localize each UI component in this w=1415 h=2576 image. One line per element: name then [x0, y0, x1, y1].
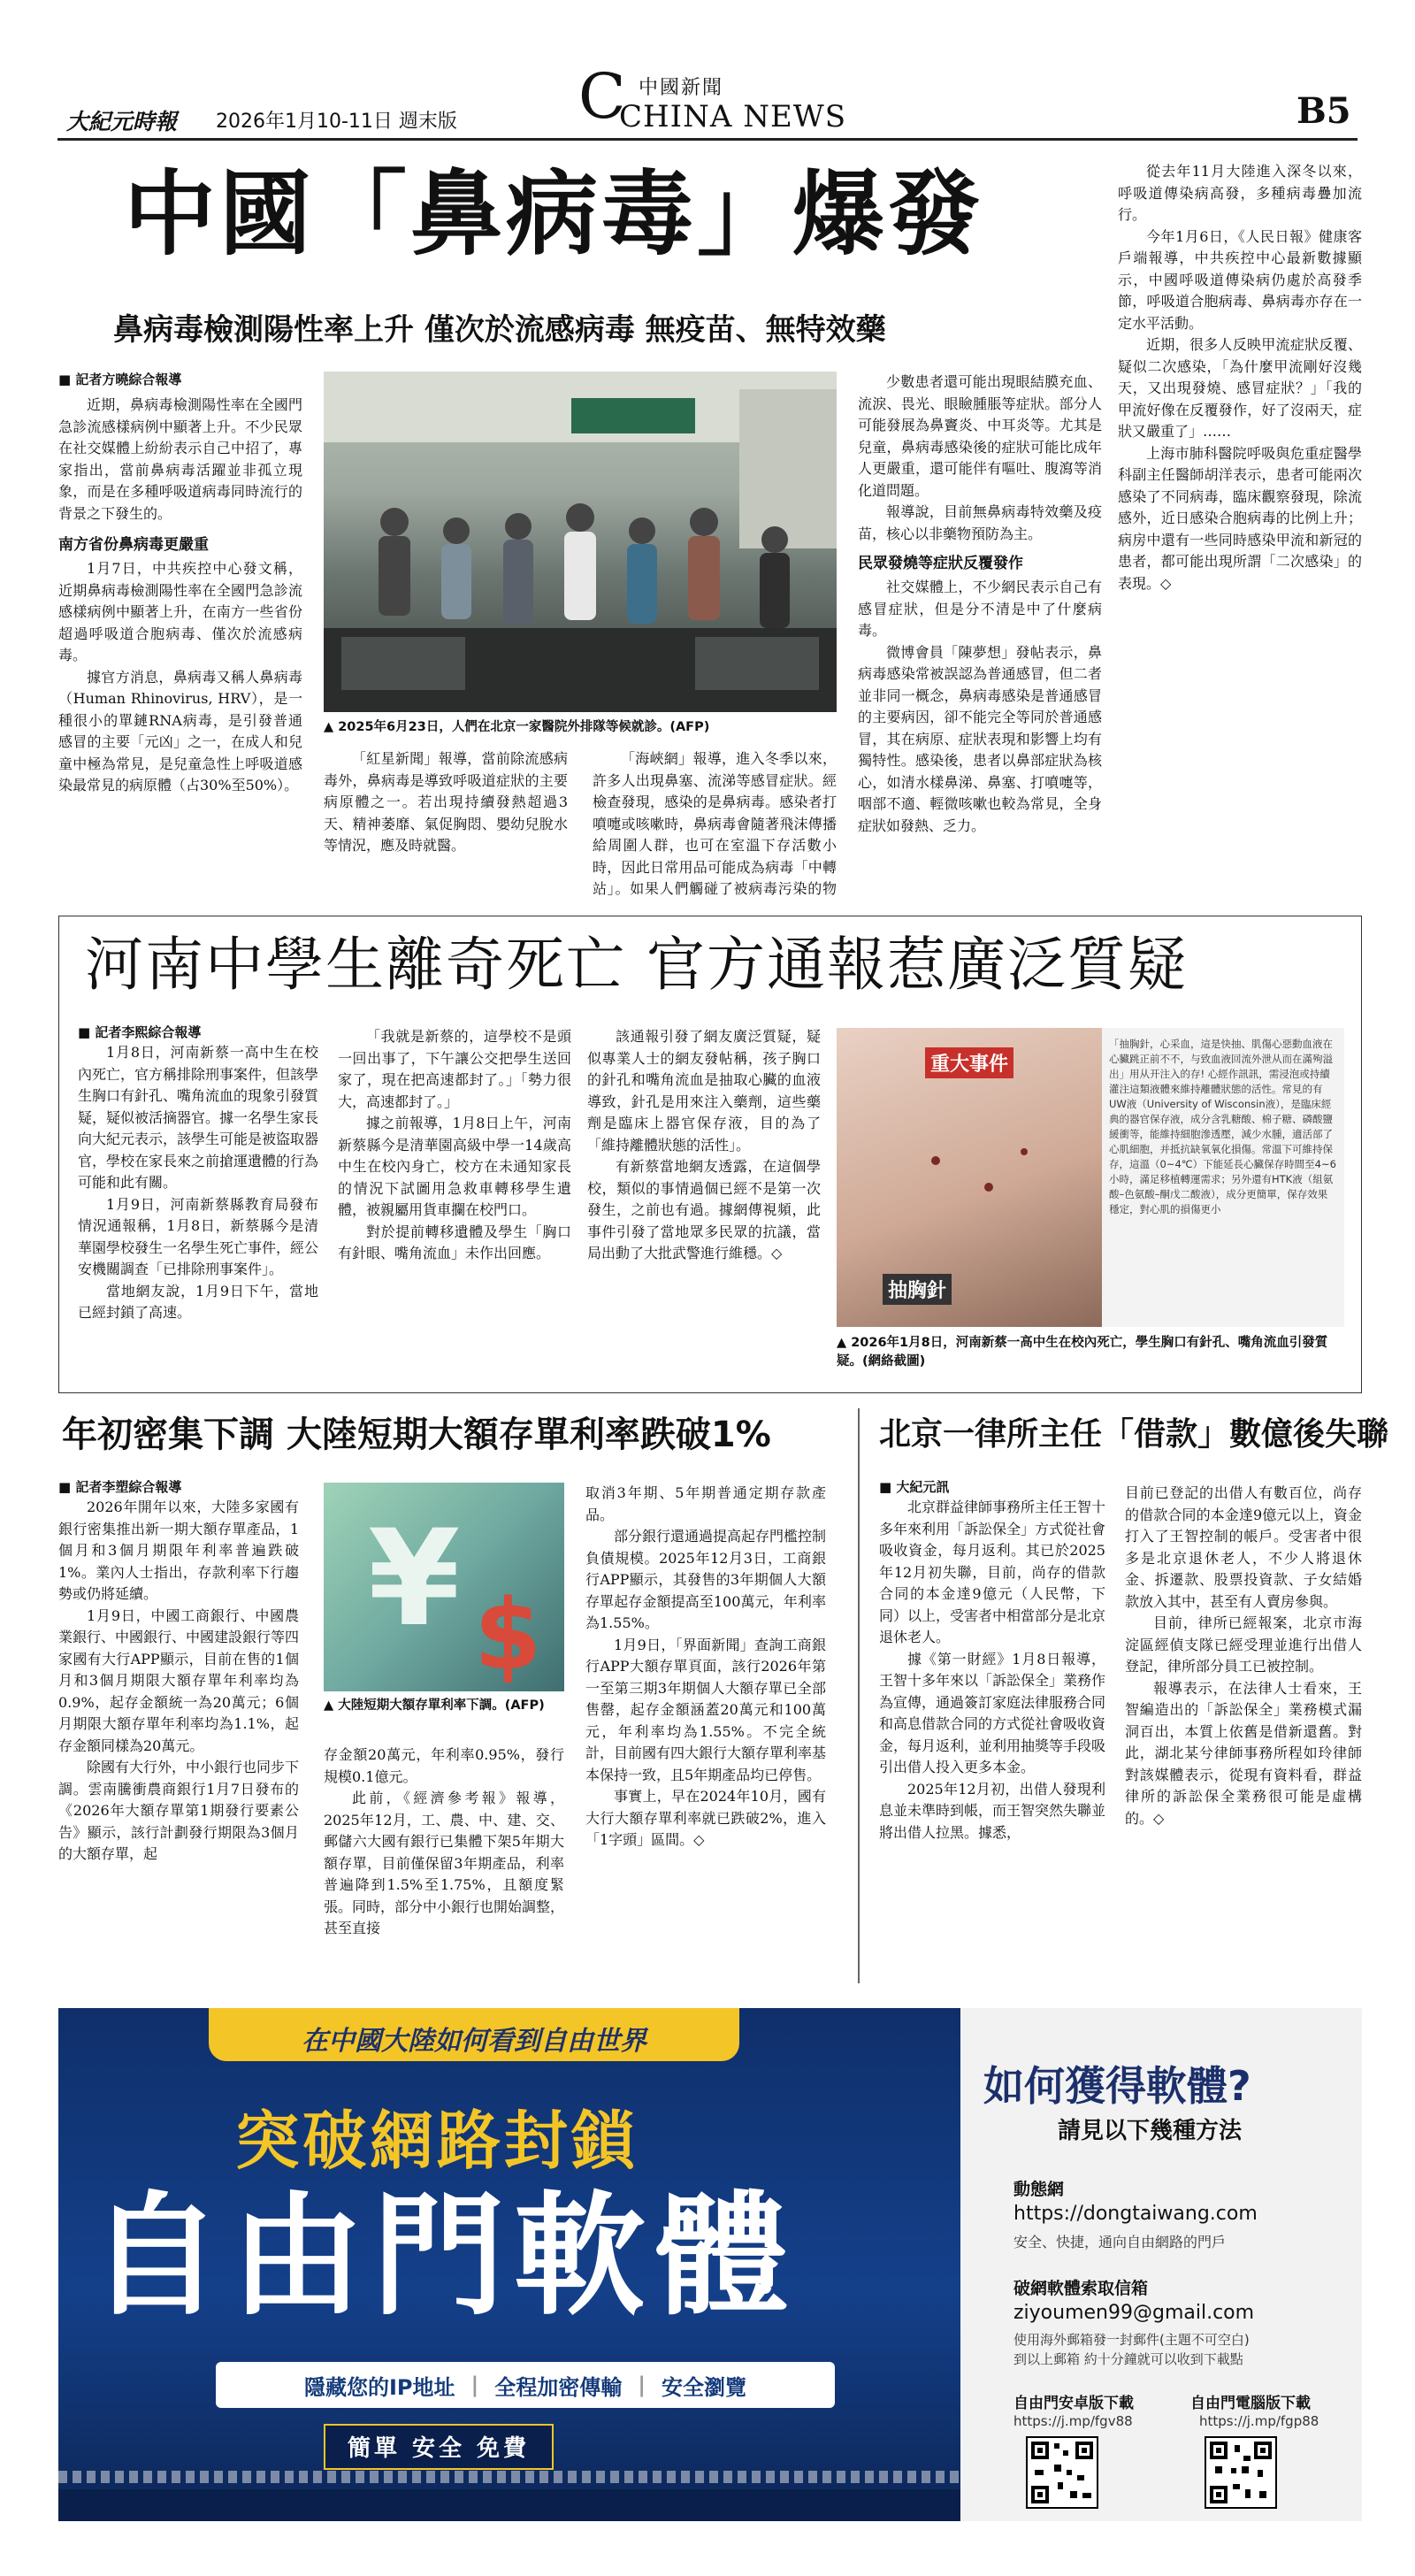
story1-byline: ■ 記者方曉綜合報導 [58, 372, 182, 387]
story1-para: 報導說，目前無鼻病毒特效藥及疫苗，核心以非藥物預防為主。 [858, 503, 1102, 542]
story2-para: 1月9日，河南新蔡縣教育局發布情況通報稱，1月8日，新蔡縣今是清華園學校發生一名學生死亡事件，經公安機關調查「已排除刑事案件」。 [78, 1195, 318, 1277]
ad-title-freegate: 自由門軟體 [89, 2180, 798, 2334]
qr-pattern-icon [1028, 2438, 1097, 2507]
story2-caption: ▲ 2026年1月8日，河南新蔡一高中生在校內死亡，學生胸口有針孔、嘴角流血引發質疑。(網絡截圖) [837, 1336, 1328, 1368]
svg-text:$: $ [474, 1578, 542, 1691]
story4-para: 目前已登記的出借人有數百位，尚存的借款合同的本金達9億元以上，資金打入了王智控制的帳戶。受害者中很多是北京退休老人，不少人將退休金、拆遷款、股票投資款、子女結婚款放入其中，甚至有人賣房參與。 [1125, 1484, 1362, 1610]
ad-tagline: 簡單 安全 免費 [324, 2424, 554, 2470]
story4-headline: 北京一律所主任「借款」數億後失聯 [879, 1416, 1389, 1453]
story3-para: 1月9日，中國工商銀行、中國農業銀行、中國銀行、中國建設銀行等四家國有大行APP顯示，目前在售的1個月和3個月期限大額存單年利率均為0.9%，起存金額統一為20萬元；6個月期限大額存單年利率均為1.1%，起存金額同樣為20萬元。 [58, 1606, 299, 1754]
story1-para: 微博會員「陳夢想」發帖表示，鼻病毒感染常被誤認為普通感冒，但二者並非同一概念，鼻病毒感染是普通感冒的主要病因，卻不能完全等同於普通感冒，其在病原、症狀表現和影響上均有獨特性。感染後，患者以鼻部症狀為核心，如清水樣鼻涕、鼻塞、打噴嚏等，咽部不適、輕微咳嗽也較為常見，全身症狀如發熱、乏力。 [858, 643, 1102, 834]
story3-photo-caption: ▲ 大陸短期大額存單利率下調。(AFP) [324, 1698, 545, 1713]
story2-para: 1月8日，河南新蔡一高中生在校內死亡，官方稱排除刑事案件，但該學生胸口有針孔、嘴角流血的現象引發質疑，疑似被活摘器官。據一名學生家長向大紀元表示，該學生可能是被盜取器官，學校在家長來之前搶運遺體的行為可能和此有關。 [78, 1044, 318, 1191]
story1-para: 今年1月6日，《人民日報》健康客戶端報導，中共疾控中心最新數據顯示，中國呼吸道傳染病仍處於高發季節，呼吸道合胞病毒、鼻病毒亦存在一定水平活動。 [1118, 227, 1362, 332]
story2-col3 [587, 1026, 821, 1376]
ad-method2-title: 破網軟體索取信箱 [1013, 2279, 1149, 2298]
story1-para: 近期，很多人反映甲流症狀反覆、疑似二次感染，「為什麼甲流剛好沒幾天，又出現發燒、感冒症狀？」「我的甲流好像在反覆發作，好了沒兩天，症狀又嚴重了」…… [1118, 336, 1362, 440]
story1-headline: 中國「鼻病毒」爆發 [124, 159, 984, 268]
photo-label-chest-needle: 抽胸針 [883, 1274, 952, 1305]
story3-byline: ■ 記者李塑綜合報導 [58, 1479, 182, 1495]
story4-para: 據《第一財經》1月8日報導，王智十多年來以「訴訟保全」業務作為宣傳，通過簽訂家庭法律服務合同和高息借款合同的方式從社會吸收資金，每月返利，並利用抽獎等手段吸引出借人投入更多本金。 [879, 1650, 1105, 1775]
story1-para: 據官方消息，鼻病毒又稱人鼻病毒（Human Rhinovirus, HRV），是一種很小的單鏈RNA病毒，是引發普通感冒的主要「元凶」之一，在成人和兒童中極為常見，是兒童急性上呼吸道感染最常見的病原體（占30%至50%）。 [58, 668, 302, 794]
story3-para: 事實上，早在2024年10月，國有大行大額存單利率就已跌破2%，進入「1字頭」區間。◇ [585, 1788, 826, 1848]
story1-photo-caption: ▲ 2025年6月23日，人們在北京一家醫院外排隊等候就診。(AFP) [324, 720, 710, 734]
story4-para: 目前，律所已經報案，北京市海淀區經偵支隊已經受理並進行出借人登記，律所部分員工已被控制。 [1125, 1614, 1362, 1675]
hospital-scene-illustration [324, 372, 837, 712]
ad-feature-encrypted: 全程加密傳輸 [494, 2374, 623, 2400]
story4-para: 2025年12月初，出借人發現利息並未準時到帳，而王智突然失聯並將出借人拉黑。據悉， [879, 1780, 1105, 1841]
ad-method1-desc: 安全、快捷，通向自由網路的門戶 [1013, 2234, 1227, 2250]
story2-col2 [338, 1026, 571, 1376]
section-logo-c: C [578, 60, 626, 133]
story2-para: 對於提前轉移遺體及學生「胸口有針眼、嘴角流血」未作出回應。 [338, 1223, 571, 1261]
paper-name: 大紀元時報 [66, 109, 178, 134]
story2-para: 當地網友說，1月9日下午，當地已經封鎖了高速。 [78, 1282, 318, 1321]
ad-feature-bar [216, 2362, 835, 2408]
ad-download-pc-url[interactable]: https://j.mp/fgp88 [1199, 2413, 1319, 2429]
story1-subheading-south: 南方省份鼻病毒更嚴重 [58, 536, 209, 554]
issue-date: 2026年1月10-11日 週末版 [216, 111, 457, 133]
ad-feature-divider: | [638, 2373, 646, 2397]
story1-para: 社交媒體上，不少網民表示自己有感冒症狀，但是分不清是中了什麼病毒。 [858, 579, 1102, 639]
story1-col3 [593, 748, 837, 903]
story3-col3 [585, 1483, 826, 1992]
ad-method2-email[interactable]: ziyoumen99@gmail.com [1013, 2302, 1255, 2324]
hospital-queue-photo [324, 372, 837, 712]
story1-para: 少數患者還可能出現眼結膜充血、流淚、畏光、眼瞼腫脹等症狀。部分人可能發展為鼻竇炎、中耳炎等。尤其是兒童，鼻病毒感染後的症狀可能比成年人更嚴重，還可能伴有嘔吐、腹瀉等消化道問題。 [858, 373, 1102, 499]
ad-right-title: 如何獲得軟體? [983, 2062, 1251, 2110]
currency-symbols-illustration [324, 1483, 564, 1691]
student-chest-screenshot [837, 1028, 1344, 1327]
story2-para: 該通報引發了網友廣泛質疑，疑似專業人士的網友發帖稱，孩子胸口的針孔和嘴角流血是抽取心臟的血液導致，針孔是用來注入藥劑，這些藥劑是臨床上器官保存液，目的為了「維持離體狀態的活性」。 [587, 1028, 821, 1154]
needle-mark-illustration [837, 1028, 1102, 1327]
story3-para: 2026年開年以來，大陸多家國有銀行密集推出新一期大額存單產品，1個月和3個月期限年利率普遍跌破1%。業內人士指出，存款利率下行趨勢或仍將延續。 [58, 1499, 299, 1602]
story1-para: 從去年11月大陸進入深冬以來，呼吸道傳染病高發，多種病毒疊加流行。 [1118, 163, 1362, 223]
story3-para: 此前，《經濟參考報》報導，2025年12月，工、農、中、建、交、郵儲六大國有銀行已集體下架5年期大額存單，目前僅保留3年期產品，利率普遍降到1.5%至1.75%，且額度緊張。同時，部分中小銀行也開始調整，甚至直接 [324, 1790, 564, 1936]
ad-feature-hide-ip: 隱藏您的IP地址 [303, 2374, 455, 2400]
story2-byline: ■ 記者李熙綜合報導 [78, 1024, 202, 1040]
story2-col1 [78, 1023, 318, 1376]
story3-para: 除國有大行外，中小銀行也同步下調。雲南騰衝農商銀行1月7日發布的《2026年大額存單第1期發行要素公告》顯示，該行計劃發行期限為3個月的大額存單，起 [58, 1759, 299, 1862]
story3-para: 1月9日，「界面新聞」查詢工商銀行APP大額存單頁面，該行2026年第一至第三期3年期個人大額存單已全部售罄，起存金額涵蓋20萬元和100萬元，年利率均為1.55%。不完全統計，目前國有四大銀行大額存單利率基本保持一致，且5年期產品均已停售。 [585, 1636, 826, 1783]
story2-para: 「我就是新蔡的，這學校不是頭一回出事了，下午讓公交把學生送回家了，現在把高速都封了。」「勢力很大，高速都封了。」 [338, 1028, 571, 1110]
ad-feature-divider: | [470, 2373, 479, 2397]
story1-para: 近期，鼻病毒檢測陽性率在全國門急診流感樣病例中顯著上升。不少民眾在社交媒體上紛紛表示自己中招了，專家指出，當前鼻病毒活躍並非孤立現象，而是在多種呼吸道病毒同時流行的背景之下發生的。 [58, 396, 302, 522]
qr-pattern-icon [1206, 2438, 1275, 2507]
story4-col1 [879, 1477, 1105, 1990]
story3-para: 取消3年期、5年期普通定期存款產品。 [585, 1484, 826, 1523]
section-en: CHINA NEWS [619, 99, 847, 134]
story1-col2 [324, 748, 568, 903]
screenshot-text: 「抽胸針，心采血，這是快抽、肌傷心惡動血液在心臟跳正前不不，与致血液回流外泄从而在滿殉溢出」用从开注入的存! 心經作訊訊，需浸泡或持續灌注這類液體來維持離體狀態的活性。常見的有UW液（University of Wisconsin液），是臨床經典的器官保存液，成分含乳糖酸、棉子糖、磷酸鹽緩衝等，能維持細胞滲透壓，減少水腫，適活部了心肌細胞，并抵抗缺氧氧化損傷。常溫下可維持保存，這溫（0~4℃）下能延長心臟保存時間至4~6小時，滿足移植轉運需求；另外還有HTK液（組氨酸–色氨酸–酮戊二酸液），成分更簡單，保存效果穩定，對心肌的損傷更小 [1109, 1038, 1336, 1215]
ad-left-panel [58, 2008, 960, 2521]
story4-col2 [1125, 1483, 1362, 1992]
story1-col5 [1118, 161, 1362, 904]
svg-text:¥: ¥ [368, 1502, 461, 1656]
masthead-rule [57, 138, 1358, 141]
ad-method2-desc1: 使用海外郵箱發一封郵件(主題不可空白) [1013, 2332, 1250, 2348]
story3-col2 [324, 1744, 564, 1992]
photo-label-major-event: 重大事件 [925, 1047, 1013, 1078]
ad-method1-title: 動態網 [1013, 2180, 1065, 2199]
story1-col4 [858, 372, 1102, 902]
ad-method2-desc2: 到以上郵箱 約十分鐘就可以收到下載點 [1013, 2351, 1243, 2367]
ad-download-android-title: 自由門安卓版下載 [1013, 2395, 1134, 2412]
story1-para: 上海市肺科醫院呼吸與危重症醫學科副主任醫師胡洋表示，患者可能兩次感染了不同病毒，臨床觀察發現，除流感外，近日感染合胞病毒的比例上升；病房中還有一些同時感染甲流和新冠的患者，都可能出現所謂「二次感染」的表現。◇ [1118, 444, 1362, 592]
story1-para: 「紅星新聞」報導，當前除流感病毒外，鼻病毒是導致呼吸道症狀的主要病原體之一。若出現持續發熱超過3天、精神萎靡、氣促胸悶、嬰幼兒脫水等情況，應及時就醫。 [324, 750, 568, 854]
story4-byline: ■ 大紀元訊 [879, 1479, 950, 1495]
ad-title-break-blockade: 突破網路封鎖 [235, 2104, 639, 2178]
story1-col1 [58, 370, 302, 901]
story1-subhead: 鼻病毒檢測陽性率上升 僅次於流感病毒 無疫苗、無特效藥 [113, 312, 886, 348]
story4-para: 報導表示，在法律人士看來，王智編造出的「訴訟保全」業務模式漏洞百出，本質上依舊是借新還舊。對此，湖北某兮律師事務所程如玲律師對該媒體表示，從現有資料看，群益律所的訴訟保全業務很可能是虛構的。◇ [1125, 1679, 1362, 1827]
story1-para: 「海峽網」報導，進入冬季以來，許多人出現鼻塞、流涕等感冒症狀。經檢查發現，感染的是鼻病毒。感染者打噴嚏或咳嗽時，鼻病毒會隨著飛沫傳播給周圍人群，也可在室溫下存活數小時，因此日常用品可能成為病毒「中轉站」。如果人們觸碰了被病毒污染的物 [593, 750, 837, 897]
ad-download-pc-title: 自由門電腦版下載 [1190, 2395, 1311, 2412]
story2-para: 據之前報導，1月8日上午，河南新蔡縣今是清華園高級中學一14歲高中生在校內身亡，校方在未通知家長的情況下試圖用急救車轉移學生遺體，被親屬用貨車攔在校門口。 [338, 1115, 571, 1218]
qr-code-android[interactable] [1026, 2436, 1098, 2509]
story3-headline: 年初密集下調 大陸短期大額存單利率跌破1% [62, 1414, 771, 1455]
ad-top-banner-text: 在中國大陸如何看到自由世界 [302, 2026, 646, 2057]
masthead [0, 0, 1415, 142]
story4-para: 北京群益律師事務所主任王智十多年來利用「訴訟保全」方式從社會吸收資金，每月返利。其已於2025年12月初失聯，目前，尚存的借款合同的本金達9億元（人民幣，下同）以上，受害者中相當部分是北京退休老人。 [879, 1499, 1105, 1645]
ad-method1-url[interactable]: https://dongtaiwang.com [1013, 2203, 1258, 2225]
zipper-graphic [58, 2424, 960, 2521]
ad-right-subtitle: 請見以下幾種方法 [1058, 2118, 1243, 2144]
ad-download-android-url[interactable]: https://j.mp/fgv88 [1013, 2413, 1133, 2429]
deposit-rate-photo [324, 1483, 564, 1691]
column-divider [858, 1408, 860, 1983]
story2-para: 有新蔡當地網友透露，在這個學校，類似的事情過個已經不是第一次發生，之前也有過。據網傳視頻，此事件引發了當地眾多民眾的抗議，當局出動了大批武警進行維穩。◇ [587, 1158, 821, 1261]
story1-subheading-fever: 民眾發燒等症狀反覆發作 [858, 555, 1023, 572]
story2-headline: 河南中學生離奇死亡 官方通報惹廣泛質疑 [85, 931, 1188, 999]
story1-para: 1月7日，中共疾控中心發文稱，近期鼻病毒檢測陽性率在全國門急診流感樣病例中顯著上升，在南方一些省份超過呼吸道合胞病毒、僅次於流感病毒。 [58, 560, 302, 663]
section-cn: 中國新聞 [639, 77, 724, 99]
story3-para: 部分銀行還通過提高起存門檻控制負債規模。2025年12月3日，工商銀行APP顯示，其發售的3年期個人大額存單起存金額提高至100萬元，年利率為1.55%。 [585, 1528, 826, 1631]
story3-para: 存金額20萬元，年利率0.95%，發行規模0.1億元。 [324, 1746, 564, 1785]
ad-feature-safe-browsing: 安全瀏覽 [662, 2374, 747, 2400]
page-number: B5 [1296, 90, 1351, 132]
qr-code-pc[interactable] [1205, 2436, 1277, 2509]
story3-col1 [58, 1477, 299, 1990]
freegate-ad [58, 2008, 1362, 2521]
